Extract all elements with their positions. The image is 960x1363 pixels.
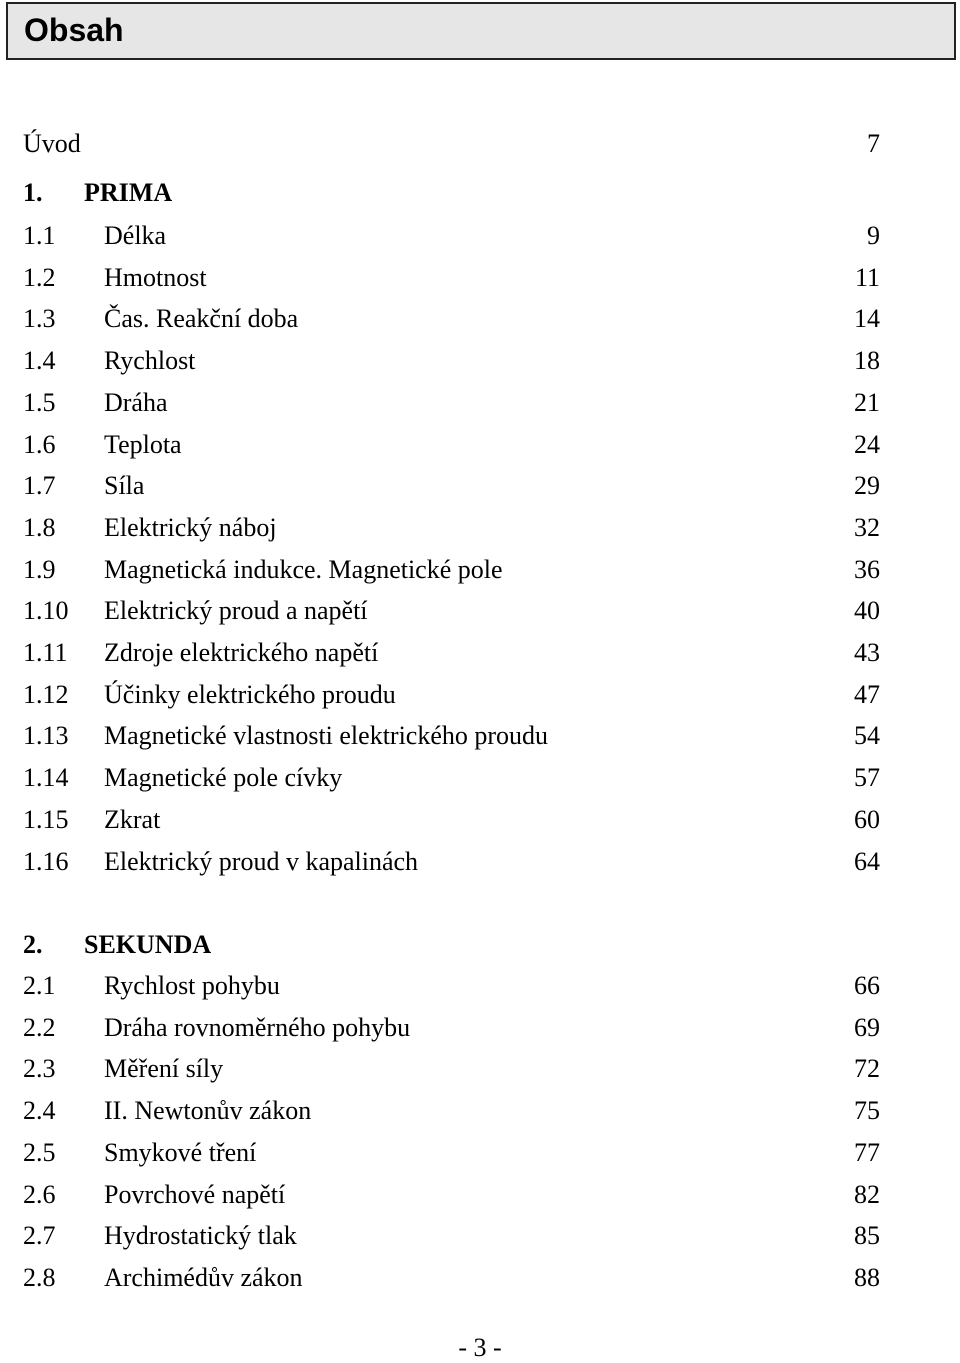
toc-entry[interactable] <box>23 1012 880 1044</box>
toc-entry[interactable] <box>23 345 880 377</box>
page-title: Obsah <box>24 12 124 48</box>
toc-entry[interactable] <box>23 637 880 669</box>
toc-entry[interactable] <box>23 970 880 1002</box>
toc-chapter-number: 1. <box>23 178 43 207</box>
toc-entry[interactable] <box>23 512 880 544</box>
toc-entry-title: Čas. Reakční doba <box>104 304 299 334</box>
toc-entry[interactable] <box>23 762 880 794</box>
toc-entry-title: Magnetická indukce. Magnetické pole <box>104 554 503 584</box>
toc-entry[interactable] <box>23 470 880 502</box>
toc-entry-number: 2.6 <box>23 1179 56 1209</box>
toc-entry-number: 1.12 <box>23 679 69 709</box>
toc-entry-page: 7 <box>867 129 880 158</box>
toc-entry[interactable] <box>23 1053 880 1085</box>
toc-chapter-title: SEKUNDA <box>84 930 212 959</box>
toc-entry-number: 1.2 <box>23 262 56 292</box>
toc-entry-page: 14 <box>854 304 880 334</box>
toc-entry-number: 1.13 <box>23 721 69 751</box>
toc-entry[interactable] <box>23 1262 880 1294</box>
toc-entry-title: Povrchové napětí <box>104 1179 286 1209</box>
toc-entry-page: 66 <box>854 971 880 1000</box>
toc-chapter-title: PRIMA <box>84 178 173 207</box>
toc-entry[interactable] <box>23 679 880 711</box>
heading-bar <box>6 2 956 60</box>
toc-entry-number: 1.1 <box>23 221 56 250</box>
toc-entry-number: 1.3 <box>23 304 56 334</box>
toc-entry-number: 2.1 <box>23 971 56 1000</box>
toc-entry[interactable] <box>23 1179 880 1211</box>
toc-entry-page: 43 <box>854 638 880 667</box>
toc-entry-page: 82 <box>854 1179 880 1209</box>
toc-entry-title: Měření síly <box>104 1054 224 1084</box>
toc-chapter-2[interactable] <box>23 929 880 961</box>
toc-entry-title: Teplota <box>104 429 182 459</box>
toc-entry-number: 1.11 <box>23 638 68 667</box>
toc-entry[interactable] <box>23 262 880 294</box>
toc-entry-title: Elektrický proud v kapalinách <box>104 846 419 876</box>
toc-entry-number: 1.6 <box>23 429 56 459</box>
toc-entry-title: Rychlost pohybu <box>104 971 280 1000</box>
toc-entry-title: II. Newtonův zákon <box>104 1096 312 1126</box>
toc-entry-page: 9 <box>867 221 880 250</box>
toc-entry-title: Magnetické vlastnosti elektrického proudu <box>104 721 549 751</box>
toc-entry-page: 47 <box>854 679 880 709</box>
toc-chapter-number: 2. <box>23 930 43 959</box>
toc-entry[interactable] <box>23 595 880 627</box>
toc-entry-title: Elektrický náboj <box>104 512 277 542</box>
toc-entry-page: 85 <box>854 1221 880 1251</box>
toc-entry[interactable] <box>23 554 880 586</box>
toc-entry-title: Hydrostatický tlak <box>104 1221 297 1251</box>
toc-entry-title: Délka <box>104 221 167 250</box>
toc-entry[interactable] <box>23 1220 880 1252</box>
toc-entry-page: 57 <box>854 763 880 793</box>
toc-entry[interactable] <box>23 846 880 878</box>
toc-entry-page: 36 <box>854 554 880 584</box>
toc-entry-title: Elektrický proud a napětí <box>104 596 368 626</box>
toc-entry-number: 1.5 <box>23 387 56 417</box>
toc-entry-number: 2.7 <box>23 1221 56 1251</box>
toc-entry-page: 18 <box>854 346 880 376</box>
toc-entry-page: 60 <box>854 804 880 834</box>
toc-entry-title: Úvod <box>23 129 81 158</box>
toc-entry-number: 1.8 <box>23 512 56 542</box>
toc-entry-number: 2.5 <box>23 1137 56 1167</box>
toc-entry-page: 64 <box>854 846 880 876</box>
toc-entry-page: 40 <box>854 596 880 626</box>
toc-entry[interactable] <box>23 1095 880 1127</box>
toc-entry-title: Dráha <box>104 387 168 417</box>
toc-entry-title: Síla <box>104 471 145 501</box>
page-number: - 3 - <box>458 1333 502 1362</box>
toc-entry[interactable] <box>23 429 880 461</box>
toc-entry-page: 24 <box>854 429 880 459</box>
toc-entry-title: Hmotnost <box>104 262 207 292</box>
toc-entry-page: 77 <box>854 1137 880 1167</box>
toc-entry-title: Magnetické pole cívky <box>104 763 343 793</box>
toc-entry-title: Dráha rovnoměrného pohybu <box>104 1012 411 1042</box>
toc-entry-number: 2.4 <box>23 1096 56 1126</box>
toc-entry-number: 1.10 <box>23 596 69 626</box>
toc-entry-page: 72 <box>854 1054 880 1084</box>
toc-entry-page: 69 <box>854 1012 880 1042</box>
toc-entry-number: 1.7 <box>23 471 56 501</box>
toc-entry-page: 75 <box>854 1096 880 1126</box>
toc-entry-page: 29 <box>854 471 880 501</box>
toc-entry-title: Archimédův zákon <box>104 1262 303 1292</box>
toc-entry-number: 2.2 <box>23 1012 56 1042</box>
toc-entry-number: 2.3 <box>23 1054 56 1084</box>
toc-chapter-1[interactable] <box>23 177 880 209</box>
toc-entry-number: 1.9 <box>23 554 56 584</box>
toc-entry[interactable] <box>23 804 880 836</box>
toc-entry[interactable] <box>23 220 880 252</box>
toc-entry-page: 32 <box>854 512 880 542</box>
toc-entry-page: 88 <box>854 1262 880 1292</box>
toc-entry-page: 11 <box>854 262 880 292</box>
toc-entry-title: Účinky elektrického proudu <box>104 679 396 709</box>
toc-entry-intro[interactable] <box>23 128 880 160</box>
toc-entry[interactable] <box>23 1137 880 1169</box>
toc-entry-page: 21 <box>854 387 880 417</box>
toc-entry-number: 1.16 <box>23 846 69 876</box>
toc-entry-number: 1.4 <box>23 346 56 376</box>
toc-entry-title: Rychlost <box>104 346 196 376</box>
toc-entry-number: 2.8 <box>23 1262 56 1292</box>
toc-entry[interactable] <box>23 387 880 419</box>
toc-entry[interactable] <box>23 303 880 335</box>
toc-entry-title: Zdroje elektrického napětí <box>104 638 379 667</box>
toc-entry-number: 1.15 <box>23 804 69 834</box>
toc-entry-title: Smykové tření <box>104 1137 257 1167</box>
toc-entry-title: Zkrat <box>104 804 161 834</box>
toc-entry[interactable] <box>23 720 880 752</box>
toc-entry-page: 54 <box>854 721 880 751</box>
toc-entry-number: 1.14 <box>23 763 69 793</box>
